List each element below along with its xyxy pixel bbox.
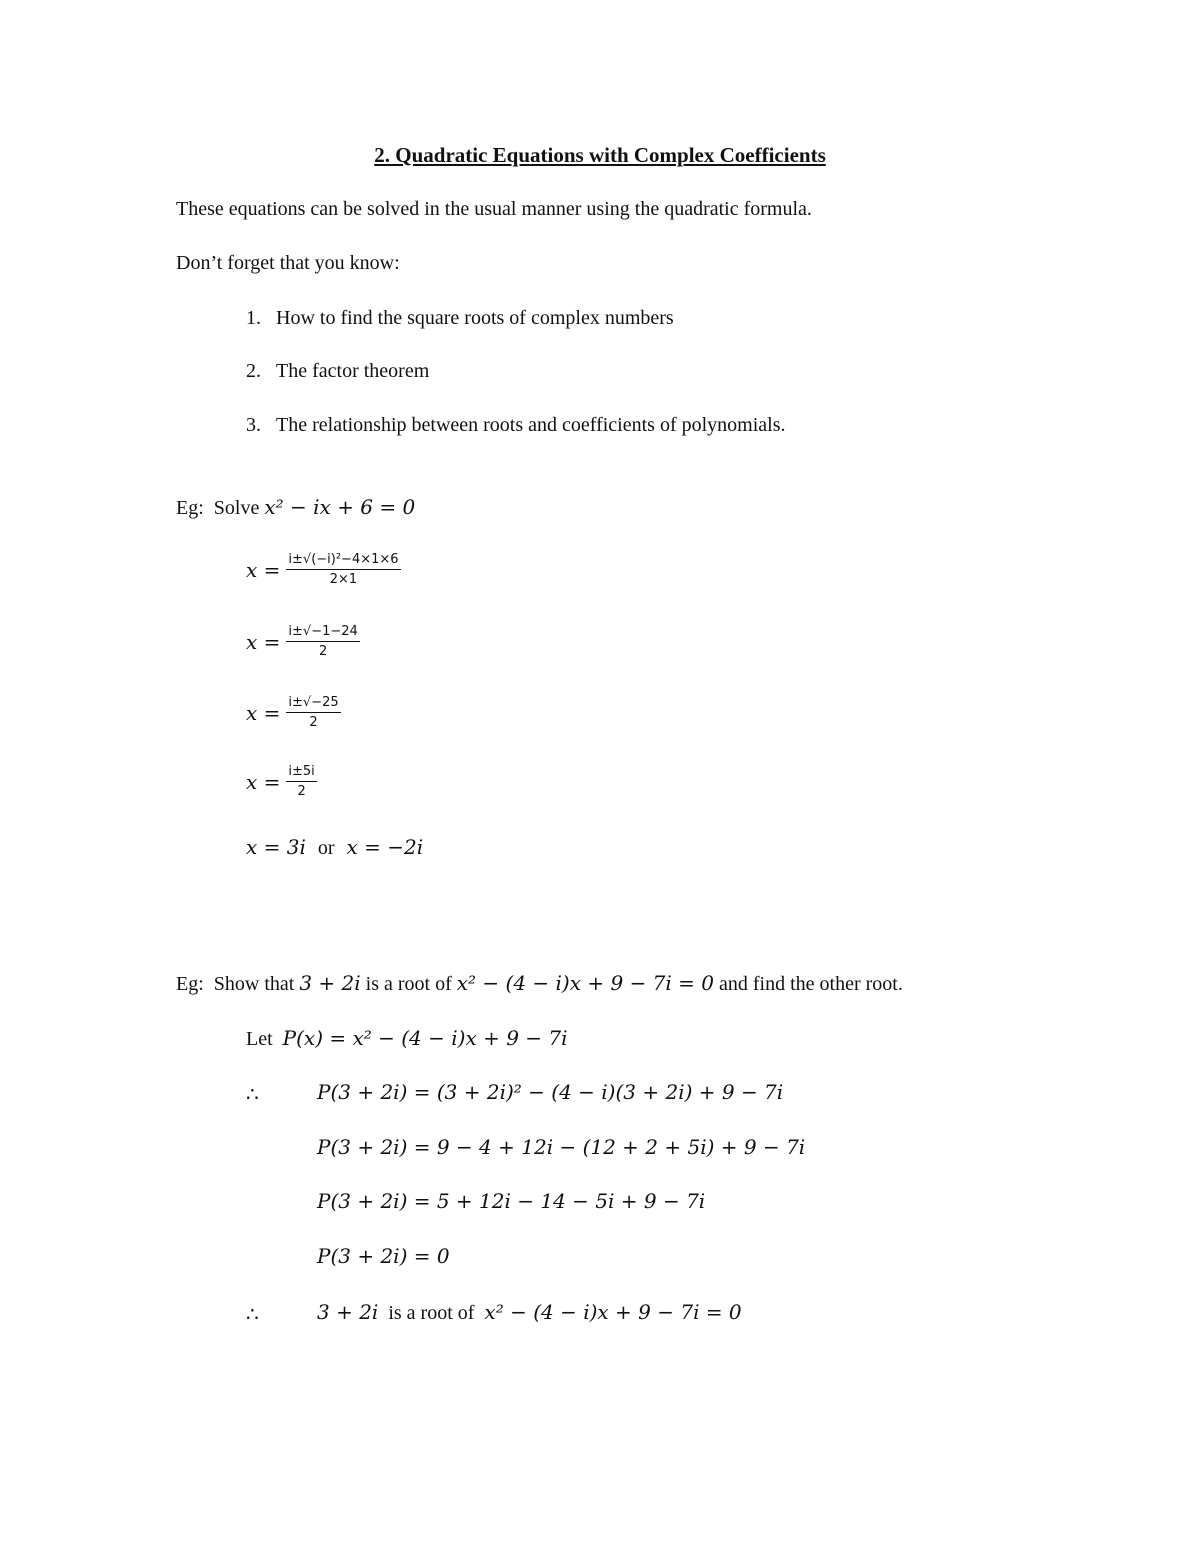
fraction (286, 553, 400, 587)
let-definition (246, 1026, 568, 1051)
answer-b: x = −2i (346, 835, 424, 859)
list-item-number: 3. (246, 414, 261, 436)
page-title: 2. Quadratic Equations with Complex Coefficients (374, 143, 826, 167)
answer-a: x = 3i (246, 835, 306, 859)
working-line: P(3 + 2i) = 5 + 12i − 14 − 5i + 9 − 7i (317, 1189, 706, 1213)
fraction (286, 765, 316, 799)
list-item-text: How to find the square roots of complex numbers (276, 307, 674, 329)
eg-label: Eg: (176, 973, 204, 995)
list-item (246, 414, 786, 437)
solution-step (246, 553, 401, 587)
or-label: or (317, 837, 335, 859)
list-item-number: 2. (246, 360, 261, 382)
root-value: 3 + 2i (299, 971, 361, 995)
example2-header (176, 971, 903, 996)
list-item-text: The factor theorem (276, 360, 430, 382)
example1-header (176, 495, 415, 520)
fraction-numerator: i±√−1−24 (286, 625, 359, 642)
list-item (246, 360, 429, 383)
solution-step (246, 765, 317, 799)
fraction-numerator: i±√(−i)²−4×1×6 (286, 553, 400, 570)
therefore-symbol: ∴ (246, 1304, 259, 1326)
example1-equation: x² − ix + 6 = 0 (264, 495, 416, 519)
fraction-numerator: i±5i (286, 765, 316, 782)
working-line: P(3 + 2i) = (3 + 2i)² − (4 − i)(3 + 2i) + 9 − 7i (317, 1080, 784, 1104)
intro-text: These equations can be solved in the usual manner using the quadratic formula. (176, 198, 812, 220)
example2-equation: x² − (4 − i)x + 9 − 7i = 0 (456, 971, 715, 995)
conclusion-root: 3 + 2i (317, 1300, 379, 1324)
fraction-denominator: 2 (318, 644, 328, 659)
working-line: P(3 + 2i) = 9 − 4 + 12i − (12 + 2 + 5i) + 9 − 7i (317, 1135, 806, 1159)
conclusion-text: is a root of (388, 1302, 475, 1324)
solution-step (246, 696, 341, 730)
is-root-label: is a root of (365, 973, 452, 995)
solution-step (246, 625, 360, 659)
show-that-label: Show that (213, 973, 295, 995)
solve-label: Solve (213, 497, 260, 519)
find-other-label: and find the other root. (719, 973, 903, 995)
reminder-text: Don’t forget that you know: (176, 252, 400, 274)
conclusion-equation: x² − (4 − i)x + 9 − 7i = 0 (484, 1300, 742, 1324)
list-item-text: The relationship between roots and coefficients of polynomials. (276, 414, 786, 436)
x-equals: x = (246, 558, 281, 582)
let-equation: P(x) = x² − (4 − i)x + 9 − 7i (282, 1026, 568, 1050)
fraction-denominator: 2×1 (329, 572, 358, 587)
working-line: P(3 + 2i) = 0 (317, 1244, 450, 1268)
therefore-symbol: ∴ (246, 1084, 259, 1106)
fraction-numerator: i±√−25 (286, 696, 340, 713)
x-equals: x = (246, 770, 281, 794)
fraction (286, 625, 359, 659)
list-item (246, 307, 674, 330)
fraction-denominator: 2 (309, 715, 318, 730)
eg-label: Eg: (176, 497, 204, 519)
x-equals: x = (246, 630, 281, 654)
fraction-denominator: 2 (297, 784, 306, 799)
solution-answer (246, 835, 423, 860)
conclusion (317, 1300, 742, 1325)
let-label: Let (246, 1028, 273, 1050)
x-equals: x = (246, 701, 281, 725)
fraction (286, 696, 340, 730)
list-item-number: 1. (246, 307, 261, 329)
